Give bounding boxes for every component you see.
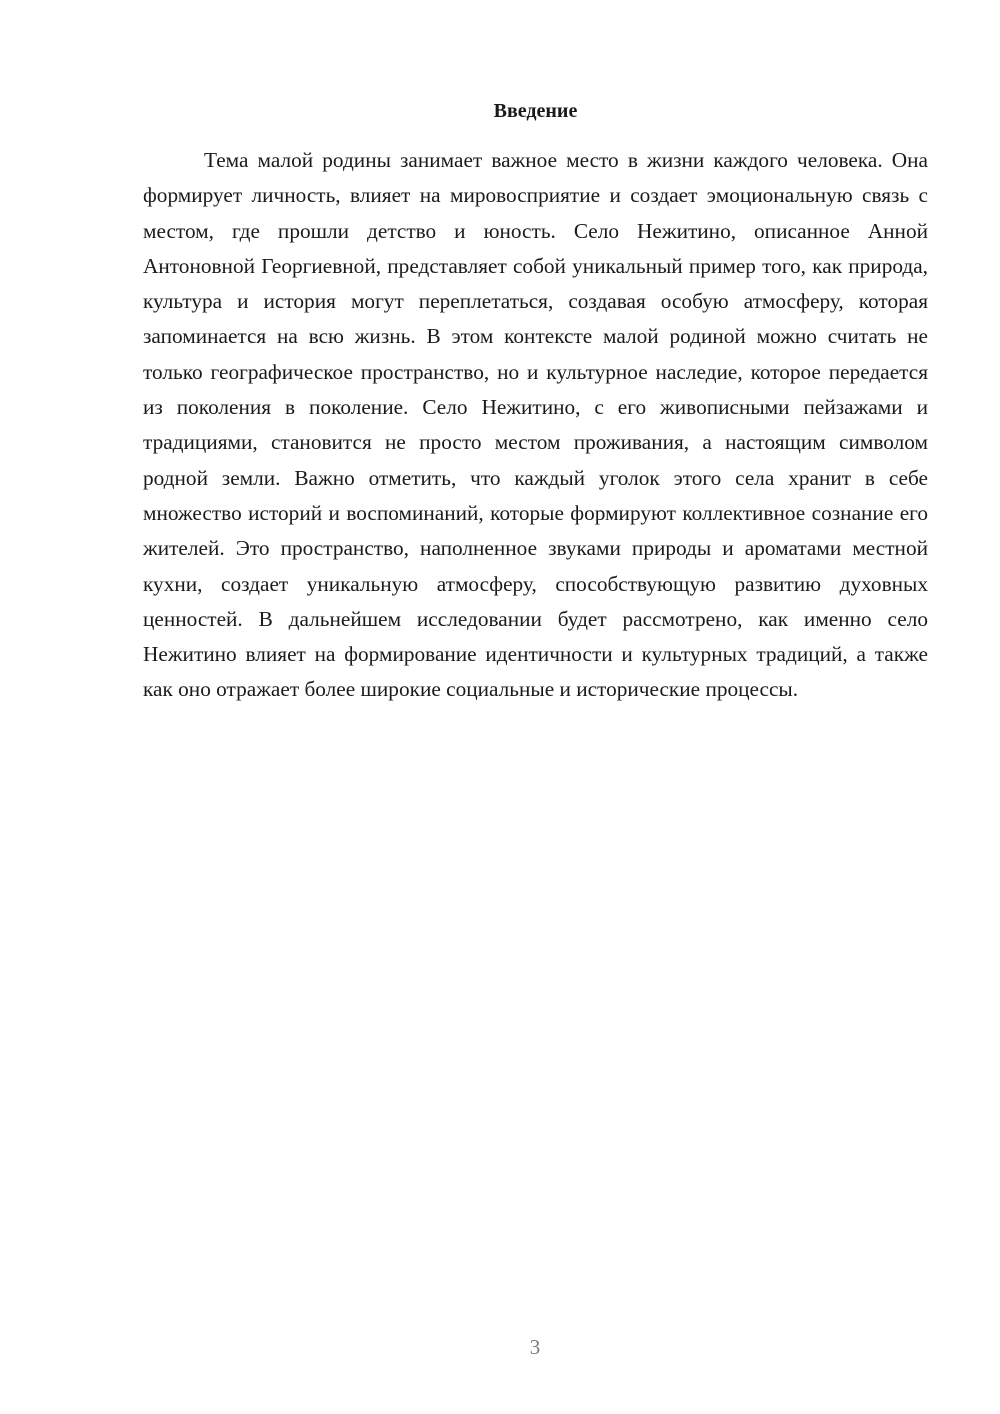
section-title: Введение <box>493 100 578 122</box>
body-paragraph: Тема малой родины занимает важное место в жизни каждого человека. Она формирует личность, влияет на мировосприятие и создает эмоциональную связь с местом, где прошли детство и юность. Село Нежитино, описанное Анной Антоновной Георгиевной, представляет собой уникальный пример того, как природа, культура и история могут переплетаться, создавая особую атмосферу, которая запоминается на всю жизнь. В этом контексте малой родиной можно считать не только географическое пространство, но и культурное наследие, которое передается из поколения в поколение. Село Нежитино, с его живописными пейзажами и традициями, становится не просто местом проживания, а настоящим символом родной земли. Важно отметить, что каждый уголок этого села хранит в себе множество историй и воспоминаний, которые формируют коллективное сознание его жителей. Это пространство, наполненное звуками природы и ароматами местной кухни, создает уникальную атмосферу, способствующую развитию духовных ценностей. В дальнейшем исследовании будет рассмотрено, как именно село Нежитино влияет на формирование идентичности и культурных традиций, а также как оно отражает более широкие социальные и исторические процессы. <box>143 148 928 702</box>
page-number: 3 <box>529 1335 541 1359</box>
